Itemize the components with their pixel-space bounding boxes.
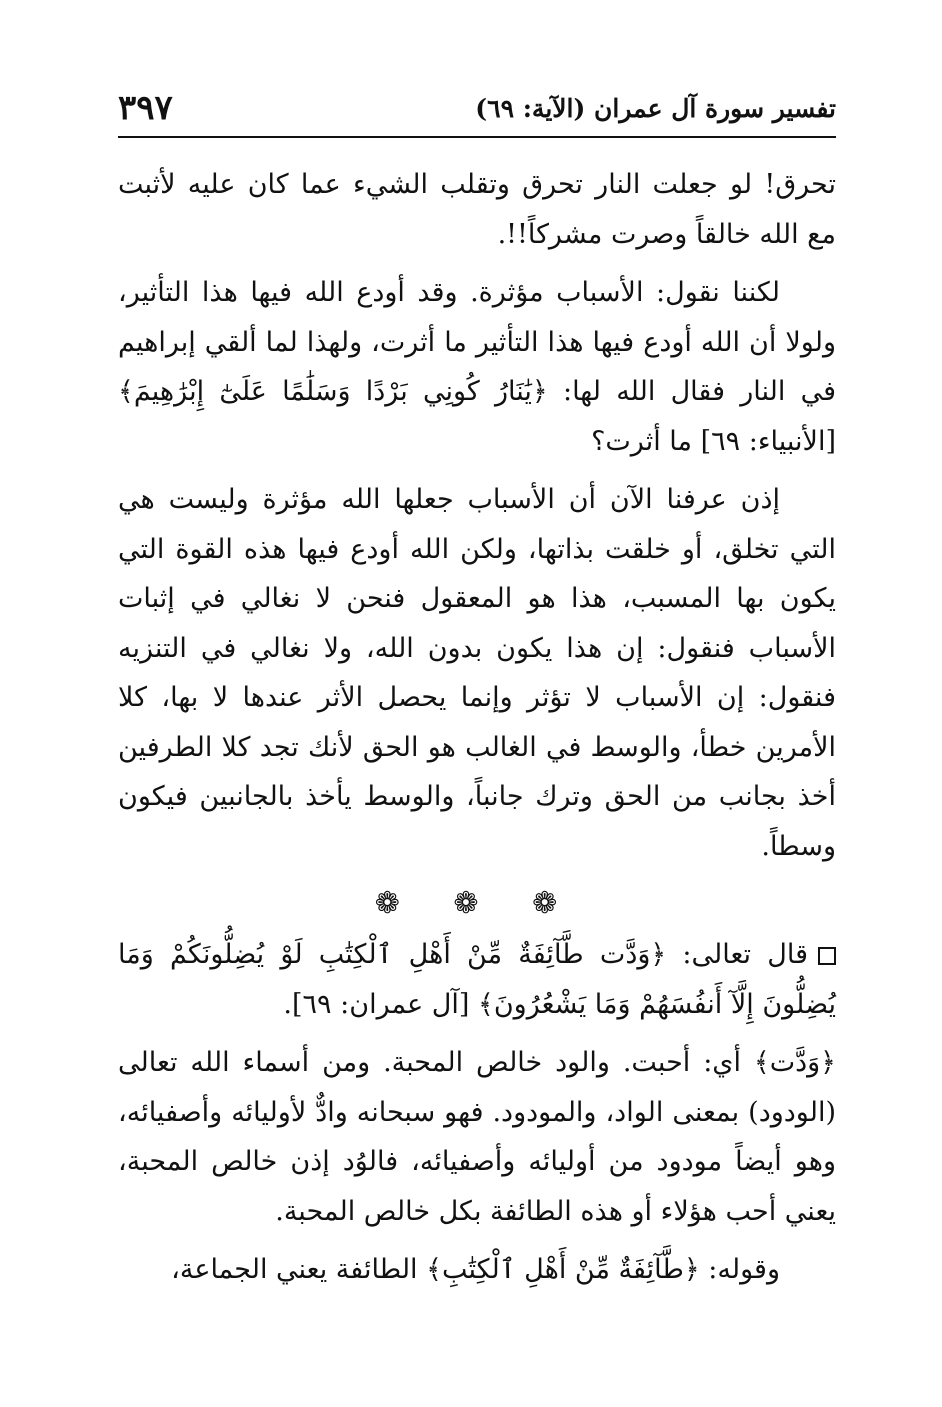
section-separator: ❁ ❁ ❁ <box>374 886 580 921</box>
page-header <box>118 86 836 130</box>
page-number: ٣٩٧ <box>118 88 173 128</box>
paragraph-causes-effect: لكننا نقول: الأسباب مؤثرة. وقد أودع الله فيها هذا التأثير، ولولا أن الله أودع فيها هذا التأثير ما أثرت، ولهذا لما ألقي إبراهيم في النار فقال الله لها: ﴿يَٰنَارُ كُونِي بَرْدًا وَسَلَٰمًا عَلَىٰٓ إِبْرَٰهِيمَ﴾ [الأنبياء: ٦٩] ما أثرت؟ <box>118 277 836 457</box>
body-text <box>118 160 836 1304</box>
header-rule <box>118 136 836 138</box>
paragraph-causes-balance: إذن عرفنا الآن أن الأسباب جعلها الله مؤثرة وليست هي التي تخلق، أو خلقت بذاتها، ولكن الله أودع فيها هذه القوة التي يكون بها المسبب، هذا هو المعقول فنحن لا نغالي في إثبات الأسباب فنقول: إن هذا يكون بدون الله، ولا نغالي في التنزيه فنقول: إن الأسباب لا تؤثر وإنما يحصل الأثر عندها لا بها، كلا الأمرين خطأ، والوسط في الغالب هو الحق لأنك تجد كلا الطرفين أخذ بجانب من الحق وترك جانباً، والوسط يأخذ بالجانبين فيكون وسطاً. <box>118 484 836 862</box>
paragraph-taifa-meaning: وقوله: ﴿طَّآئِفَةٌ مِّنْ أَهْلِ ٱلْكِتَٰبِ﴾ الطائفة يعني الجماعة، <box>171 1254 780 1285</box>
running-title: تفسير سورة آل عمران (الآية: ٦٩) <box>475 93 836 123</box>
verse-text: قال تعالى: ﴿وَدَّت طَّآئِفَةٌ مِّنْ أَهْلِ ٱلْكِتَٰبِ لَوْ يُضِلُّونَكُمْ وَمَا يُضِلُّونَ إِلَّآ أَنفُسَهُمْ وَمَا يَشْعُرُونَ﴾ [آل عمران: ٦٩]. <box>118 939 836 1020</box>
paragraph-continuation: تحرق! لو جعلت النار تحرق وتقلب الشيء عما كان عليه لأثبت مع الله خالقاً وصرت مشركاً!!. <box>118 169 836 250</box>
square-bullet-icon <box>818 947 836 965</box>
paragraph-wadda-meaning: ﴿وَدَّت﴾ أي: أحبت. والود خالص المحبة. ومن أسماء الله تعالى (الودود) بمعنى الواد، والمودود. فهو سبحانه وادٌّ لأوليائه وأصفيائه، وهو أيضاً مودود من أوليائه وأصفيائه، فالوُد إذن خالص المحبة، يعني أحب هؤلاء أو هذه الطائفة بكل خالص المحبة. <box>118 1047 836 1227</box>
paragraph-verse <box>118 930 836 1029</box>
